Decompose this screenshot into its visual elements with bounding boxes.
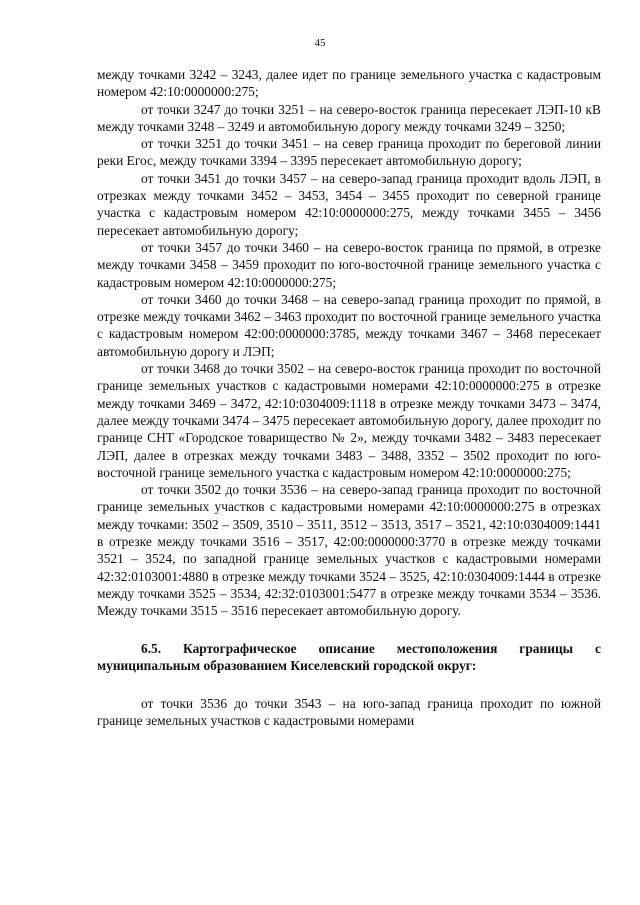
paragraph: между точками 3242 – 3243, далее идет по границе земельного участка с кадастровым номером 42:10:0000000:275; xyxy=(97,67,601,100)
paragraph: от точки 3536 до точки 3543 – на юго-запад граница проходит по южной границе земельных участков с кадастровыми номерами xyxy=(97,695,601,728)
paragraph: от точки 3468 до точки 3502 – на северо-восток граница проходит по восточной границе земельных участков с кадастровыми номерами 42:10:0000000:275 в отрезке между точками 3469 – 3472, 42:10:0304009:1118 в отрезке между точками 3473 – 3474, далее между точками 3474 – 3475 пересекает автомобильную дорогу, далее проходит по границе СНТ «Городское товарищество № 2», между точками 3482 – 3483 пересекает ЛЭП, далее в отрезках между точками 3483 – 3488, 3352 – 3502 проходит по юго-восточной границе земельного участка с кадастровым номером 42:10:0000000:275; xyxy=(97,361,601,480)
paragraph: от точки 3457 до точки 3460 – на северо-восток граница по прямой, в отрезке между точками 3458 – 3459 проходит по юго-восточной границе земельного участка с кадастровым номером 42:10:0000000:275; xyxy=(97,239,601,290)
paragraph: от точки 3247 до точки 3251 – на северо-восток граница пересекает ЛЭП-10 кВ между точками 3248 – 3249 и автомобильную дорогу между точками 3249 – 3250; xyxy=(97,101,601,134)
paragraph: от точки 3451 до точки 3457 – на северо-запад граница проходит вдоль ЛЭП, в отрезках между точками 3452 – 3453, 3454 – 3455 проходит по северной границе участка с кадастровым номером 42:10:0000000:275, между точками 3455 – 3456 пересекает автомобильную дорогу; xyxy=(97,170,601,238)
section-heading: 6.5. Картографическое описание местоположения границы с муниципальным образованием Киселевский городской округ: xyxy=(97,640,601,673)
document-body xyxy=(97,66,601,729)
paragraph: от точки 3502 до точки 3536 – на северо-запад граница проходит по восточной границе земельных участков с кадастровыми номерами 42:10:0000000:275 в отрезках между точками: 3502 – 3509, 3510 – 3511, 3512 – 3513, 3517 – 3521, 42:10:0304009:1441 в отрезке между точками 3516 – 3517, 42:00:0000000:3770 в отрезке между точками 3521 – 3524, по западной границе земельных участков с кадастровыми номерами 42:32:0103001:4880 в отрезке между точками 3524 – 3525, 42:10:0304009:1444 в отрезке между точками 3525 – 3534, 42:32:0103001:5477 в отрезке между точками 3534 – 3536. Между точками 3515 – 3516 пересекает автомобильную дорогу. xyxy=(97,482,601,619)
page-number: 45 xyxy=(314,37,326,49)
paragraph: от точки 3460 до точки 3468 – на северо-запад граница проходит по прямой, в отрезке между точками 3462 – 3463 проходит по восточной границе земельного участка с кадастровым номером 42:00:0000000:3785, между точками 3467 – 3468 пересекает автомобильную дорогу и ЛЭП; xyxy=(97,291,601,359)
paragraph: от точки 3251 до точки 3451 – на север граница проходит по береговой линии реки Егос, между точками 3394 – 3395 пересекает автомобильную дорогу; xyxy=(97,136,601,169)
